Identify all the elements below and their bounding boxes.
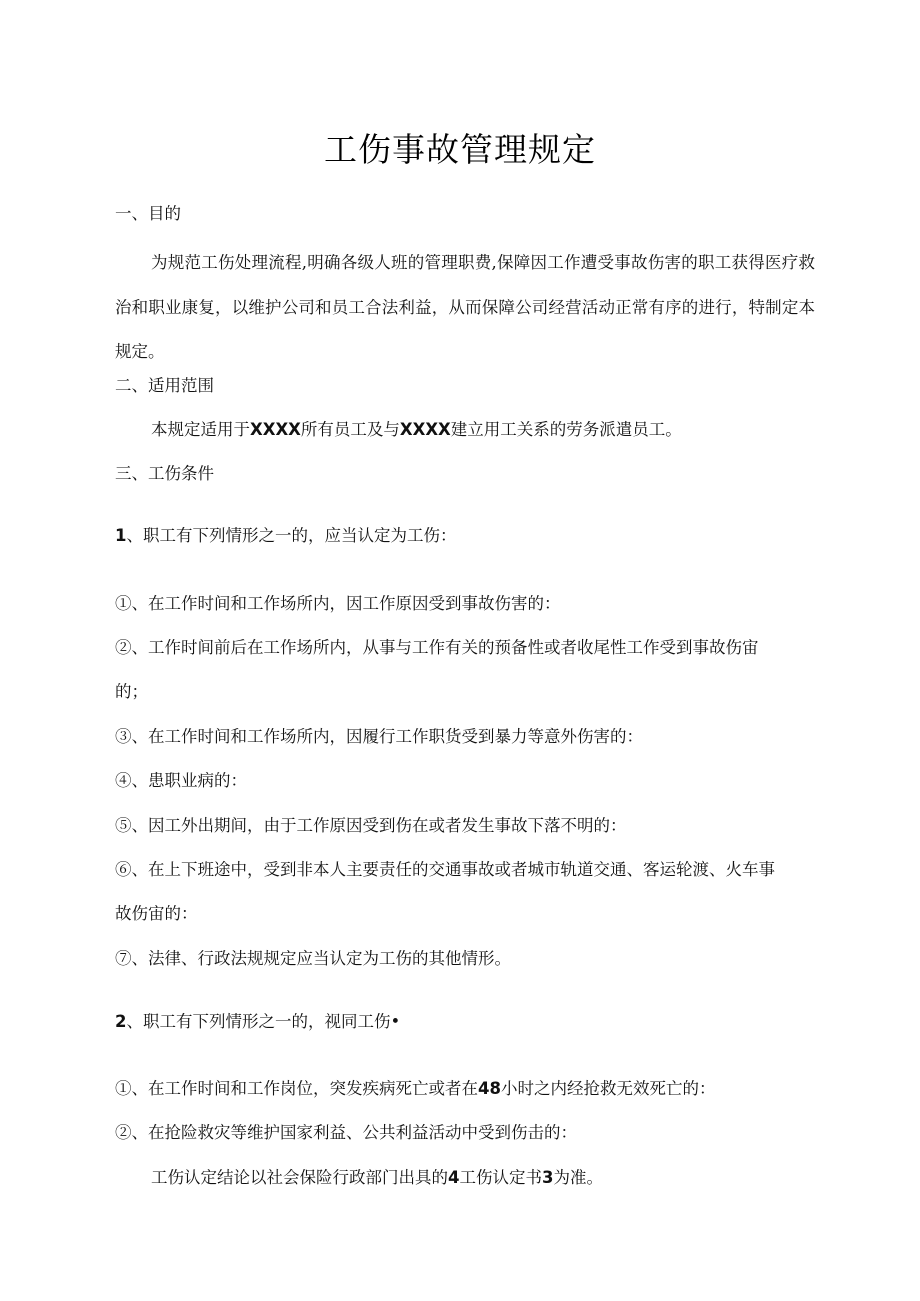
condition-item: ①、在工作时间和工作场所内，因工作原因受到事故伤害的：: [115, 594, 561, 613]
conclusion-num-a: 4: [448, 1168, 460, 1187]
item-1-text-a: ①、在工作时间和工作岗位，突发疾病死亡或者在: [115, 1079, 478, 1098]
scope-paragraph: [151, 418, 682, 442]
document-title: 工伤事故管理规定: [324, 130, 596, 169]
conclusion-text-a: 工伤认定结论以社会保险行政部门出具的: [151, 1168, 448, 1187]
deemed-injury-item-2: ②、在抢险救灾等维护国家利益、公共利益活动中受到伤击的：: [115, 1123, 577, 1142]
hours-number: 48: [478, 1079, 501, 1098]
condition-item: ②、工作时间前后在工作场所内，从事与工作有关的预备性或者收尾性工作受到事故伤宙: [115, 638, 759, 657]
purpose-paragraph: 为规范工伤处理流程,明确各级人班的管理职费,保障因工作遭受事故伤害的职工获得医疗救治和职业康复，以维护公司和员工合法利益，从而保障公司经营活动正常有序的进行，特制定本规定。: [115, 253, 815, 361]
condition-item: ⑤、因工外出期间，由于工作原因受到伤在或者发生事故下落不明的：: [115, 816, 627, 835]
conclusion-paragraph: [151, 1166, 603, 1190]
deemed-injury-item-1: [115, 1077, 715, 1101]
scope-text-b: 所有员工及与: [300, 420, 400, 439]
condition-item: ⑥、在上下班途中，受到非本人主要责任的交通事故或者城市轨道交通、客运轮渡、火车事: [115, 860, 775, 879]
conclusion-num-b: 3: [541, 1168, 554, 1187]
item-1-text-b: 小时之内经抢救无效死亡的：: [500, 1079, 716, 1098]
section-heading-purpose: 一、目的: [115, 204, 181, 223]
scope-text-c: 建立用工关系的劳务派遣员工。: [450, 420, 682, 439]
condition-group-2-intro: [115, 1010, 400, 1034]
condition-item: ⑦、法律、行政法规规定应当认定为工伤的其他情形。: [115, 949, 511, 968]
condition-item: ③、在工作时间和工作场所内，因履行工作职货受到暴力等意外伤害的：: [115, 727, 643, 746]
condition-item-continuation: 的；: [115, 682, 148, 701]
company-placeholder-2: XXXX: [399, 420, 451, 439]
conclusion-text-b: 工伤认定书: [459, 1168, 542, 1187]
condition-group-1-intro: [115, 524, 456, 548]
group-2-number: 2: [115, 1012, 127, 1031]
section-heading-conditions: 三、工伤条件: [115, 464, 214, 483]
scope-text-a: 本规定适用于: [151, 420, 250, 439]
group-1-number: 1: [115, 526, 127, 545]
group-2-intro-text: 、职工有下列情形之一的，视同工伤•: [126, 1012, 401, 1031]
section-heading-scope: 二、适用范围: [115, 376, 214, 395]
company-placeholder-1: XXXX: [250, 420, 301, 439]
condition-item-continuation: 故伤宙的：: [115, 904, 198, 923]
conclusion-text-c: 为准。: [553, 1168, 603, 1187]
condition-item: ④、患职业病的：: [115, 771, 247, 790]
group-1-intro-text: 、职工有下列情形之一的，应当认定为工伤：: [126, 526, 457, 545]
